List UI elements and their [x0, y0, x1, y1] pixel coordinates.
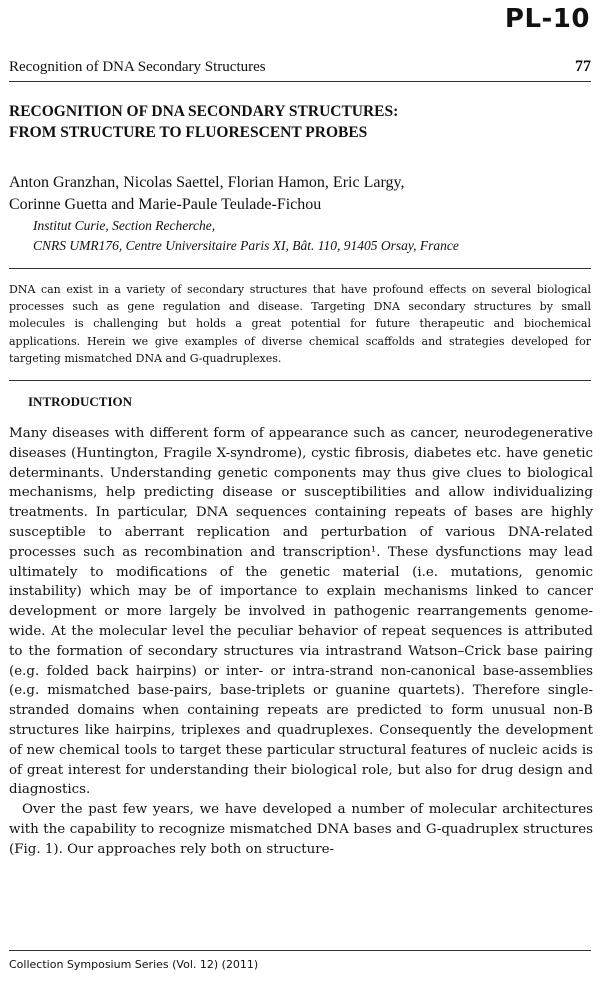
- title-line-2: FROM STRUCTURE TO FLUORESCENT PROBES: [9, 124, 368, 141]
- paragraph: Over the past few years, we have developed a number of molecular architectures with the capability to recognize mismatched DNA bases and G-quadruplex structures (Fig. 1). Our approaches rely both on structure-: [9, 802, 593, 857]
- title-line-1: RECOGNITION OF DNA SECONDARY STRUCTURES:: [9, 103, 399, 120]
- affiliation-line-2: CNRS UMR176, Centre Universitaire Paris XI, Bât. 110, 91405 Orsay, France: [33, 238, 459, 253]
- affiliation: [33, 216, 593, 256]
- paragraph: Many diseases with different form of appearance such as cancer, neurodegenerative diseases (Huntington, Fragile X-syndrome), cystic fibrosis, diabetes etc. have genetic determinants. Understanding genetic components may thus give clues to biological mechanisms, help predicting disease or susceptibilities and allow individualizing treatments. In particular, DNA sequences containing repeats of bases are highly susceptible to aberrant replication and perturbation of various DNA-related processes such as recombination and transcription¹. These dysfunctions may lead ultimately to modifications of the genetic material (i.e. mutations, genomic instability) which may be of importance to explain mechanisms linked to cancer development or more largely be involved in pathogenic rearrangements genome-wide. At the molecular level the peculiar behavior of repeat sequences is attributed to the formation of secondary structures via intrastrand Watson–Crick base pairing (e.g. folded back hairpins) or inter- or intra-strand non-canonical base-assemblies (e.g. mismatched base-pairs, base-triplets or guanine quartets). Therefore single-stranded domains when containing repeats are predicted to form unusual non-B structures like hairpins, triplexes and quadruplexes. Consequently the development of new chemical tools to target these particular structural features of nucleic acids is of great interest for understanding their biological role, but also for drug design and diagnostics.: [9, 426, 593, 798]
- running-header-title: Recognition of DNA Secondary Structures: [9, 59, 266, 75]
- footer: Collection Symposium Series (Vol. 12) (2011): [9, 958, 259, 971]
- authors-line-1: Anton Granzhan, Nicolas Saettel, Florian Hamon, Eric Largy,: [9, 174, 405, 191]
- abstract-top-rule: [9, 268, 591, 269]
- abstract-bottom-rule: [9, 380, 591, 381]
- affiliation-line-1: Institut Curie, Section Recherche,: [33, 218, 216, 233]
- page-number: 77: [575, 58, 591, 75]
- body-text: [9, 424, 593, 860]
- section-heading: INTRODUCTION: [28, 394, 133, 409]
- authors-line-2: Corinne Guetta and Marie-Paule Teulade-Fichou: [9, 196, 322, 213]
- header-rule: [9, 81, 591, 82]
- page-code: PL-10: [504, 4, 590, 34]
- footer-rule: [9, 950, 591, 951]
- running-header: [9, 58, 591, 76]
- paper-title: [9, 101, 589, 143]
- abstract: DNA can exist in a variety of secondary structures that have profound effects on several biological processes such as gene regulation and disease. Targeting DNA secondary structures by small molecules is challenging but holds a great potential for future therapeutic and biochemical applications. Herein we give examples of diverse chemical scaffolds and strategies developed for targeting mismatched DNA and G-quadruplexes.: [9, 283, 591, 365]
- author-list: [9, 172, 589, 216]
